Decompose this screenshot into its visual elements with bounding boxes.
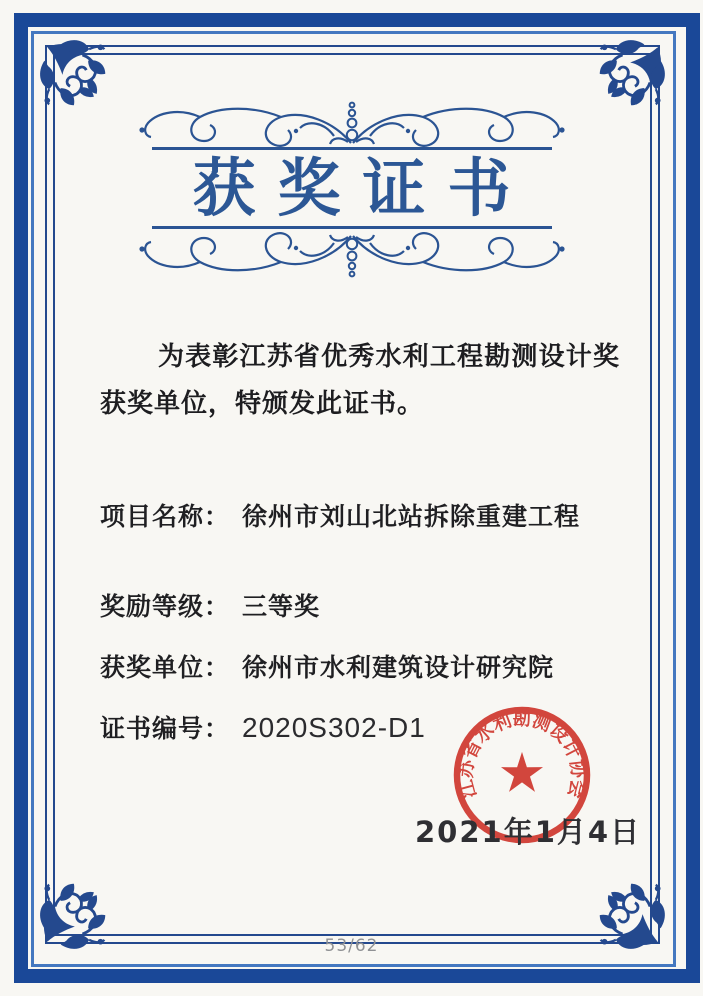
field-value: 三等奖 (242, 592, 321, 621)
field-project-name (100, 502, 580, 532)
field-label: 证书编号： (100, 714, 231, 743)
field-label: 获奖单位： (100, 653, 231, 682)
seal-text: 江苏省水利勘测设计协会 (452, 705, 592, 803)
page-indicator: 53/62 (324, 936, 379, 956)
field-award-unit (100, 653, 554, 683)
star-icon (501, 752, 543, 792)
field-label: 奖励等级： (100, 592, 231, 621)
flourish-top-icon (132, 96, 572, 150)
field-value: 2020S302-D1 (242, 712, 426, 743)
field-certificate-number (100, 713, 426, 744)
field-value: 徐州市刘山北站拆除重建工程 (242, 502, 581, 531)
field-value: 徐州市水利建筑设计研究院 (242, 653, 555, 682)
flourish-bottom-icon (132, 229, 572, 283)
corner-ornament-icon (595, 34, 671, 110)
field-award-grade (100, 592, 320, 622)
certificate-title: 获奖证书 (192, 151, 533, 225)
issue-date: 2021年1月4日 (415, 815, 642, 849)
field-label: 项目名称： (100, 502, 231, 531)
citation-text: 为表彰江苏省优秀水利工程勘测设计奖获奖单位，特颁发此证书。 (100, 342, 620, 419)
corner-ornament-icon (34, 34, 110, 110)
